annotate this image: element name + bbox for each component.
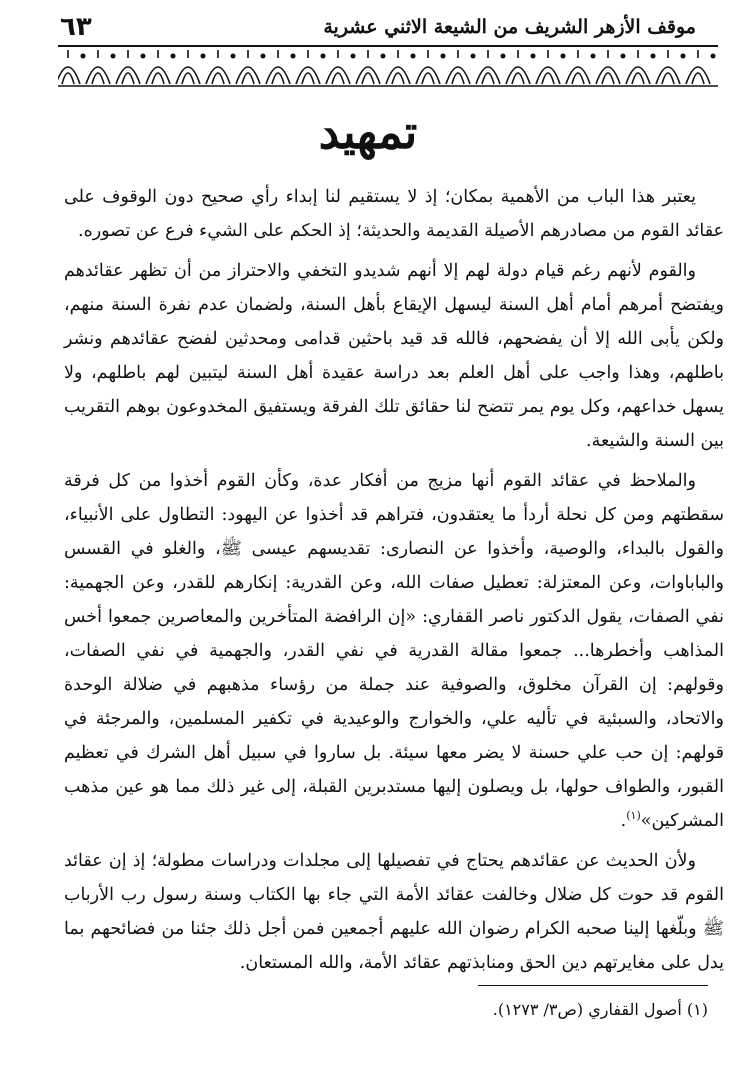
ornament-dot (231, 54, 236, 59)
ornament-dot (711, 54, 716, 59)
ornament-motif (86, 50, 110, 84)
ornament-motif (416, 50, 440, 84)
ornament-dot (171, 54, 176, 59)
ornament-motif (206, 50, 230, 84)
ornament-dot (261, 54, 266, 59)
running-header (60, 12, 696, 42)
ornament-motif (116, 50, 140, 84)
ornament-motif (446, 50, 470, 84)
ornament-motif (476, 50, 500, 84)
chapter-title: تمهيد (318, 105, 418, 159)
ornament-motif (506, 50, 530, 84)
running-title: موقف الأزهر الشريف من الشيعة الاثني عشرية (323, 16, 696, 38)
ornament-motif (58, 50, 80, 84)
ornament-dot (411, 54, 416, 59)
ornament-motif (536, 50, 560, 84)
ornament-motif (356, 50, 380, 84)
ornament-dot (381, 54, 386, 59)
ornamental-border (58, 44, 718, 88)
paragraph-2: والقوم لأنهم رغم قيام دولة لهم إلا أنهم شديدو التخفي والاحتراز من أن تظهر عقائدهم ويفتضح أمرهم أمام أهل السنة ليسهل الإيقاع بأهل السنة، ولضمان عدم نفرة السنة منهم، ولكن يأبى الله إلا أن يفضحهم، فالله قد قيد باحثين قدامى ومحدثين لفضح عقائدهم ونشر باطلهم، وهذا واجب على أهل العلم بعد دراسة عقيدة أهل السنة ليتبين لهم باطلهم، ولا يسهل خداعهم، وكل يوم يمر تتضح لنا حقائق تلك الفرقة ويستفيق المخدوعون بوهم التقريب بين السنة والشيعة. (64, 261, 724, 451)
body-text (64, 180, 724, 986)
ornament-dot (141, 54, 146, 59)
ornament-motif (236, 50, 260, 84)
ornament-dot (501, 54, 506, 59)
ornament-motif (386, 50, 410, 84)
ornament-dot (621, 54, 626, 59)
ornament-dot (291, 54, 296, 59)
ornament-dot (201, 54, 206, 59)
ornament-dot (681, 54, 686, 59)
ornament-dot (561, 54, 566, 59)
ornament-motif (626, 50, 650, 84)
ornament-dot (471, 54, 476, 59)
paragraph-4: ولأن الحديث عن عقائدهم يحتاج في تفصيلها إلى مجلدات ودراسات مطولة؛ إذ إن عقائد القوم قد حوت كل ضلال وخالفت عقائد الأمة التي جاء بها الكتاب وسنة رسول رب الأرباب ﷺ وبلّغها إلينا صحبه الكرام رضوان الله عليهم أجمعين فمن أجل ذلك جئنا من فضائحهم بما يدل على مغايرتهم دين الحق ومنابذتهم عقائد الأمة، والله المستعان. (64, 851, 724, 973)
ornament-dot (81, 54, 86, 59)
ornament-dot (591, 54, 596, 59)
ornament-motif (326, 50, 350, 84)
footnote-marker: (١) (626, 809, 641, 823)
paragraph-3-text: والملاحظ في عقائد القوم أنها مزيج من أفكار عدة، وكأن القوم أخذوا من كل فرقة سقطتهم ومن كل نحلة أردأ ما يعتقدون، فتراهم قد أخذوا عن اليهود: التطاول على الأنبياء، والقول بالبداء، والوصية، وأخذوا عن النصارى: تقديسهم عيسى ﷺ، والغلو في القسس والباباوات، وعن المعتزلة: تعطيل صفات الله، وعن القدرية: إنكارهم للقدر، وعن الجهمية: نفي الصفات، يقول الدكتور ناصر القفاري: «إن الرافضة المتأخرين والمعاصرين جمعوا أخس المذاهب وأخطرها... جمعوا مقالة القدرية في نفي القدر، والجهمية في نفي الصفات، وقولهم: إن القرآن مخلوق، والصوفية عند جملة من رؤساء مذهبهم في ضلالة الوحدة والاتحاد، والسبئية في تأليه علي، والخوارج والوعيدية في تكفير المسلمين، والمرجئة في قولهم: إن حب علي حسنة لا يضر معها سيئة. بل ساروا في سبيل أهل الشرك في تعظيم القبور، والطواف حولها، بل ويصلون إليها مستدبرين القبلة، إلى غير ذلك مما هو عين مذهب المشركين» (64, 471, 724, 831)
footnote-divider (478, 985, 708, 986)
paragraph-3: والملاحظ في عقائد القوم أنها مزيج من أفكار عدة، وكأن القوم أخذوا من كل فرقة سقطتهم ومن كل نحلة أردأ ما يعتقدون، فتراهم قد أخذوا عن اليهود: التطاول على الأنبياء، والقول بالبداء، والوصية، وأخذوا عن النصارى: تقديسهم عيسى ﷺ، والغلو في القسس والباباوات، وعن المعتزلة: تعطيل صفات الله، وعن القدرية: إنكارهم للقدر، وعن الجهمية: نفي الصفات، يقول الدكتور ناصر القفاري: «إن الرافضة المتأخرين والمعاصرين جمعوا أخس المذاهب وأخطرها... جمعوا مقالة القدرية في نفي القدر، والجهمية في نفي الصفات، وقولهم: إن القرآن مخلوق، والصوفية عند جملة من رؤساء مذهبهم في ضلالة الوحدة والاتحاد، والسبئية في تأليه علي، والخوارج والوعيدية في تكفير المسلمين، والمرجئة في قولهم: إن حب علي حسنة لا يضر معها سيئة. بل ساروا في سبيل أهل الشرك في تعظيم القبور، والطواف حولها، بل ويصلون إليها مستدبرين القبلة، إلى غير ذلك مما هو عين مذهب المشركين»$^{(١)}$. (64, 471, 724, 831)
ornament-dot (531, 54, 536, 59)
paragraph-1: يعتبر هذا الباب من الأهمية بمكان؛ إذ لا يستقيم لنا إبداء رأي صحيح دون الوقوف على عقائد القوم من مصادرهم الأصيلة القديمة والحديثة؛ إذ الحكم على الشيء فرع عن تصوره. (64, 187, 724, 241)
ornament-motif (686, 50, 710, 84)
ornament-dot (111, 54, 116, 59)
ornament-dot (351, 54, 356, 59)
ornament-dot (321, 54, 326, 59)
footnote: (١) أصول القفاري (ص٣/ ١٢٧٣). (492, 1000, 708, 1019)
ornament-motif (566, 50, 590, 84)
ornament-motif (146, 50, 170, 84)
page-number: ٦٣ (60, 12, 92, 42)
ornament-motif (296, 50, 320, 84)
ornament-dot (441, 54, 446, 59)
ornament-motif (266, 50, 290, 84)
ornament-dot (651, 54, 656, 59)
ornament-motif (596, 50, 620, 84)
ornament-motif (656, 50, 680, 84)
ornament-motif (176, 50, 200, 84)
